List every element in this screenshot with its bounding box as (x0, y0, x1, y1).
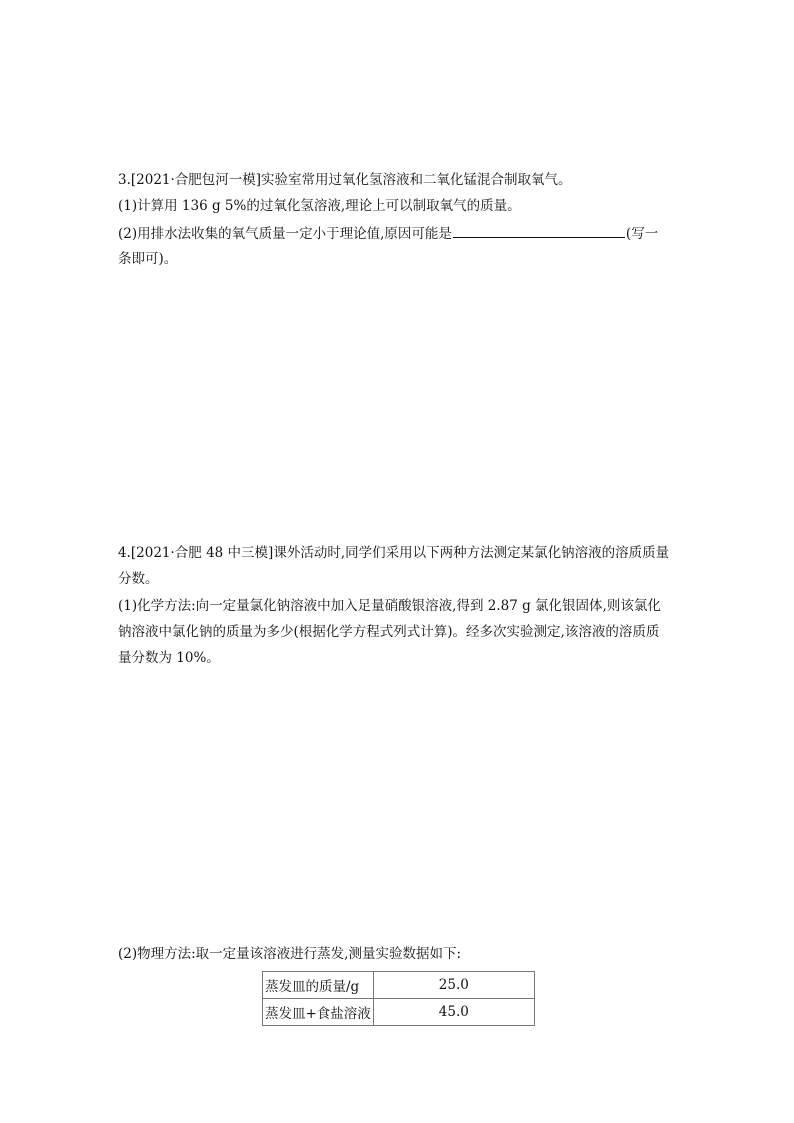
q4-part2: (2)物理方法:取一定量该溶液进行蒸发,测量实验数据如下: (118, 946, 462, 962)
q4-part1-line3: 量分数为 10%。 (118, 650, 220, 666)
q3-part1: (1)计算用 136 g 5%的过氧化氢溶液,理论上可以制取氧气的质量。 (118, 198, 521, 214)
q3-part2-text: (2)用排水法收集的氧气质量一定小于理论值,原因可能是 (118, 226, 452, 242)
q4-stem-line1: 4.[2021·合肥 48 中三模]课外活动时,同学们采用以下两种方法测定某氯化钠溶液的溶质质量 (118, 545, 670, 561)
q4-part1-line2: 钠溶液中氯化钠的质量为多少(根据化学方程式列式计算)。经多次实验测定,该溶液的溶质质 (118, 624, 660, 640)
q3-answer-blank[interactable] (453, 223, 625, 238)
table-cell-value: 25.0 (373, 972, 534, 999)
table-cell-value: 45.0 (373, 999, 534, 1026)
q3-part2-tail: (写一 (625, 226, 659, 242)
q3-part2-line (118, 223, 658, 244)
table-cell-label: 蒸发皿的质量/g (263, 972, 374, 999)
table-cell-label: 蒸发皿+食盐溶液 (263, 999, 374, 1026)
q3-stem: 3.[2021·合肥包河一模]实验室常用过氧化氢溶液和二氧化锰混合制取氧气。 (118, 172, 572, 188)
experiment-data-table (262, 971, 535, 1026)
table-row (263, 999, 535, 1026)
q4-stem-line2: 分数。 (118, 571, 159, 587)
table-row (263, 972, 535, 999)
q4-part1-line1: (1)化学方法:向一定量氯化钠溶液中加入足量硝酸银溶液,得到 2.87 g 氯化银固体,则该氯化 (118, 598, 661, 614)
q3-part2-continuation: 条即可)。 (118, 251, 178, 267)
